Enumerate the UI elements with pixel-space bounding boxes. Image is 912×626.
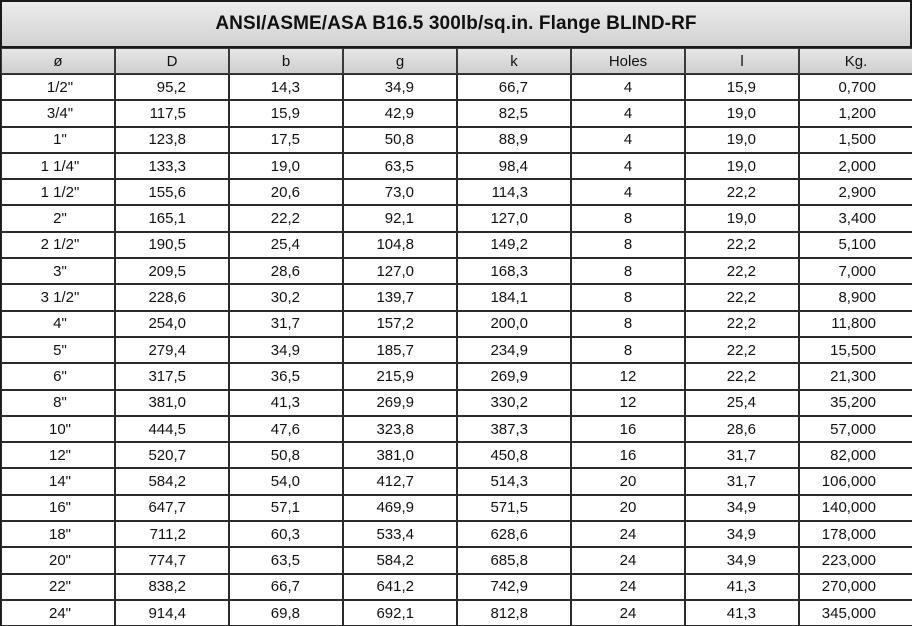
cell-d: 520,7 <box>115 442 229 468</box>
cell-d: 209,5 <box>115 258 229 284</box>
table-row <box>1 574 912 600</box>
cell-g: 323,8 <box>343 416 457 442</box>
cell-g: 63,5 <box>343 153 457 179</box>
cell-b: 36,5 <box>229 363 343 389</box>
cell-l: 15,9 <box>685 74 799 100</box>
cell-l: 22,2 <box>685 311 799 337</box>
cell-b: 47,6 <box>229 416 343 442</box>
table-row <box>1 600 912 626</box>
cell-kg: 270,000 <box>799 574 912 600</box>
cell-k: 269,9 <box>457 363 571 389</box>
cell-l: 22,2 <box>685 258 799 284</box>
cell-l: 34,9 <box>685 547 799 573</box>
cell-size: 1 1/2" <box>1 179 115 205</box>
cell-holes: 12 <box>571 363 685 389</box>
cell-g: 692,1 <box>343 600 457 626</box>
table-row <box>1 205 912 231</box>
cell-l: 22,2 <box>685 232 799 258</box>
cell-b: 30,2 <box>229 284 343 310</box>
cell-k: 66,7 <box>457 74 571 100</box>
table-row <box>1 442 912 468</box>
cell-d: 165,1 <box>115 205 229 231</box>
cell-k: 685,8 <box>457 547 571 573</box>
cell-g: 412,7 <box>343 468 457 494</box>
cell-b: 34,9 <box>229 337 343 363</box>
cell-k: 628,6 <box>457 521 571 547</box>
cell-holes: 20 <box>571 468 685 494</box>
cell-b: 22,2 <box>229 205 343 231</box>
cell-l: 28,6 <box>685 416 799 442</box>
cell-holes: 24 <box>571 547 685 573</box>
cell-kg: 21,300 <box>799 363 912 389</box>
cell-g: 73,0 <box>343 179 457 205</box>
cell-size: 14" <box>1 468 115 494</box>
cell-d: 254,0 <box>115 311 229 337</box>
cell-kg: 345,000 <box>799 600 912 626</box>
table-row <box>1 127 912 153</box>
cell-g: 641,2 <box>343 574 457 600</box>
cell-l: 22,2 <box>685 284 799 310</box>
cell-g: 269,9 <box>343 390 457 416</box>
cell-b: 66,7 <box>229 574 343 600</box>
table-row <box>1 153 912 179</box>
cell-d: 647,7 <box>115 495 229 521</box>
cell-size: 16" <box>1 495 115 521</box>
cell-b: 41,3 <box>229 390 343 416</box>
cell-holes: 4 <box>571 153 685 179</box>
cell-b: 14,3 <box>229 74 343 100</box>
table-row <box>1 74 912 100</box>
cell-l: 34,9 <box>685 521 799 547</box>
cell-d: 444,5 <box>115 416 229 442</box>
cell-size: 22" <box>1 574 115 600</box>
cell-holes: 4 <box>571 74 685 100</box>
cell-l: 25,4 <box>685 390 799 416</box>
cell-size: 24" <box>1 600 115 626</box>
cell-k: 742,9 <box>457 574 571 600</box>
header-k: k <box>457 48 571 74</box>
cell-size: 8" <box>1 390 115 416</box>
flange-dimension-table <box>0 48 912 626</box>
table-body <box>1 74 912 626</box>
cell-holes: 4 <box>571 127 685 153</box>
cell-kg: 8,900 <box>799 284 912 310</box>
cell-k: 387,3 <box>457 416 571 442</box>
cell-g: 34,9 <box>343 74 457 100</box>
cell-size: 5" <box>1 337 115 363</box>
header-l: l <box>685 48 799 74</box>
cell-d: 117,5 <box>115 100 229 126</box>
cell-l: 19,0 <box>685 100 799 126</box>
cell-holes: 8 <box>571 284 685 310</box>
cell-d: 774,7 <box>115 547 229 573</box>
cell-l: 31,7 <box>685 468 799 494</box>
cell-size: 2 1/2" <box>1 232 115 258</box>
cell-holes: 8 <box>571 232 685 258</box>
cell-l: 41,3 <box>685 574 799 600</box>
cell-k: 114,3 <box>457 179 571 205</box>
cell-size: 6" <box>1 363 115 389</box>
cell-kg: 178,000 <box>799 521 912 547</box>
cell-holes: 4 <box>571 100 685 126</box>
table-row <box>1 521 912 547</box>
cell-size: 4" <box>1 311 115 337</box>
cell-kg: 5,100 <box>799 232 912 258</box>
cell-kg: 140,000 <box>799 495 912 521</box>
cell-size: 3 1/2" <box>1 284 115 310</box>
cell-k: 88,9 <box>457 127 571 153</box>
header-row <box>1 48 912 74</box>
cell-holes: 8 <box>571 205 685 231</box>
cell-b: 19,0 <box>229 153 343 179</box>
table-row <box>1 547 912 573</box>
cell-k: 98,4 <box>457 153 571 179</box>
header-g: g <box>343 48 457 74</box>
cell-holes: 16 <box>571 416 685 442</box>
table-row <box>1 363 912 389</box>
cell-k: 571,5 <box>457 495 571 521</box>
cell-kg: 106,000 <box>799 468 912 494</box>
cell-l: 31,7 <box>685 442 799 468</box>
cell-holes: 20 <box>571 495 685 521</box>
cell-b: 17,5 <box>229 127 343 153</box>
cell-holes: 8 <box>571 337 685 363</box>
cell-d: 914,4 <box>115 600 229 626</box>
cell-d: 95,2 <box>115 74 229 100</box>
cell-k: 234,9 <box>457 337 571 363</box>
cell-size: 1 1/4" <box>1 153 115 179</box>
cell-size: 18" <box>1 521 115 547</box>
cell-d: 317,5 <box>115 363 229 389</box>
table-row <box>1 100 912 126</box>
cell-kg: 82,000 <box>799 442 912 468</box>
cell-holes: 16 <box>571 442 685 468</box>
cell-b: 60,3 <box>229 521 343 547</box>
cell-l: 19,0 <box>685 127 799 153</box>
cell-size: 2" <box>1 205 115 231</box>
cell-holes: 24 <box>571 600 685 626</box>
cell-kg: 1,200 <box>799 100 912 126</box>
cell-holes: 24 <box>571 521 685 547</box>
cell-b: 31,7 <box>229 311 343 337</box>
cell-l: 22,2 <box>685 337 799 363</box>
cell-d: 190,5 <box>115 232 229 258</box>
cell-b: 69,8 <box>229 600 343 626</box>
cell-b: 15,9 <box>229 100 343 126</box>
cell-k: 450,8 <box>457 442 571 468</box>
cell-g: 185,7 <box>343 337 457 363</box>
header-b: b <box>229 48 343 74</box>
cell-kg: 223,000 <box>799 547 912 573</box>
cell-g: 139,7 <box>343 284 457 310</box>
table-row <box>1 311 912 337</box>
cell-g: 127,0 <box>343 258 457 284</box>
cell-k: 330,2 <box>457 390 571 416</box>
cell-holes: 12 <box>571 390 685 416</box>
cell-l: 34,9 <box>685 495 799 521</box>
cell-d: 228,6 <box>115 284 229 310</box>
cell-l: 19,0 <box>685 153 799 179</box>
cell-kg: 3,400 <box>799 205 912 231</box>
cell-holes: 8 <box>571 311 685 337</box>
cell-g: 104,8 <box>343 232 457 258</box>
cell-k: 127,0 <box>457 205 571 231</box>
cell-g: 381,0 <box>343 442 457 468</box>
table-row <box>1 416 912 442</box>
cell-kg: 15,500 <box>799 337 912 363</box>
cell-l: 41,3 <box>685 600 799 626</box>
table-header <box>1 48 912 74</box>
header-kg: Kg. <box>799 48 912 74</box>
cell-k: 514,3 <box>457 468 571 494</box>
cell-size: 20" <box>1 547 115 573</box>
cell-g: 92,1 <box>343 205 457 231</box>
cell-l: 22,2 <box>685 179 799 205</box>
cell-size: 3/4" <box>1 100 115 126</box>
cell-holes: 24 <box>571 574 685 600</box>
cell-kg: 57,000 <box>799 416 912 442</box>
cell-kg: 1,500 <box>799 127 912 153</box>
cell-b: 57,1 <box>229 495 343 521</box>
cell-g: 584,2 <box>343 547 457 573</box>
cell-kg: 0,700 <box>799 74 912 100</box>
cell-size: 3" <box>1 258 115 284</box>
cell-l: 19,0 <box>685 205 799 231</box>
cell-kg: 7,000 <box>799 258 912 284</box>
header-diameter: ø <box>1 48 115 74</box>
header-holes: Holes <box>571 48 685 74</box>
cell-kg: 2,900 <box>799 179 912 205</box>
cell-size: 1/2" <box>1 74 115 100</box>
table-title: ANSI/ASME/ASA B16.5 300lb/sq.in. Flange BLIND-RF <box>0 0 912 48</box>
cell-k: 82,5 <box>457 100 571 126</box>
cell-b: 20,6 <box>229 179 343 205</box>
cell-size: 10" <box>1 416 115 442</box>
table-row <box>1 232 912 258</box>
cell-k: 149,2 <box>457 232 571 258</box>
cell-b: 25,4 <box>229 232 343 258</box>
cell-k: 168,3 <box>457 258 571 284</box>
cell-d: 584,2 <box>115 468 229 494</box>
table-row <box>1 284 912 310</box>
cell-kg: 2,000 <box>799 153 912 179</box>
cell-d: 279,4 <box>115 337 229 363</box>
cell-d: 711,2 <box>115 521 229 547</box>
cell-g: 215,9 <box>343 363 457 389</box>
cell-d: 155,6 <box>115 179 229 205</box>
cell-d: 123,8 <box>115 127 229 153</box>
table-row <box>1 179 912 205</box>
header-d: D <box>115 48 229 74</box>
table-row <box>1 337 912 363</box>
cell-k: 812,8 <box>457 600 571 626</box>
cell-g: 533,4 <box>343 521 457 547</box>
cell-size: 12" <box>1 442 115 468</box>
cell-b: 54,0 <box>229 468 343 494</box>
cell-k: 184,1 <box>457 284 571 310</box>
cell-l: 22,2 <box>685 363 799 389</box>
cell-holes: 8 <box>571 258 685 284</box>
cell-g: 469,9 <box>343 495 457 521</box>
cell-kg: 35,200 <box>799 390 912 416</box>
table-row <box>1 390 912 416</box>
cell-b: 63,5 <box>229 547 343 573</box>
cell-holes: 4 <box>571 179 685 205</box>
cell-d: 381,0 <box>115 390 229 416</box>
cell-b: 50,8 <box>229 442 343 468</box>
cell-kg: 11,800 <box>799 311 912 337</box>
table-row <box>1 495 912 521</box>
cell-d: 133,3 <box>115 153 229 179</box>
cell-g: 157,2 <box>343 311 457 337</box>
table-row <box>1 468 912 494</box>
cell-b: 28,6 <box>229 258 343 284</box>
cell-size: 1" <box>1 127 115 153</box>
table-row <box>1 258 912 284</box>
cell-d: 838,2 <box>115 574 229 600</box>
cell-g: 50,8 <box>343 127 457 153</box>
cell-g: 42,9 <box>343 100 457 126</box>
cell-k: 200,0 <box>457 311 571 337</box>
